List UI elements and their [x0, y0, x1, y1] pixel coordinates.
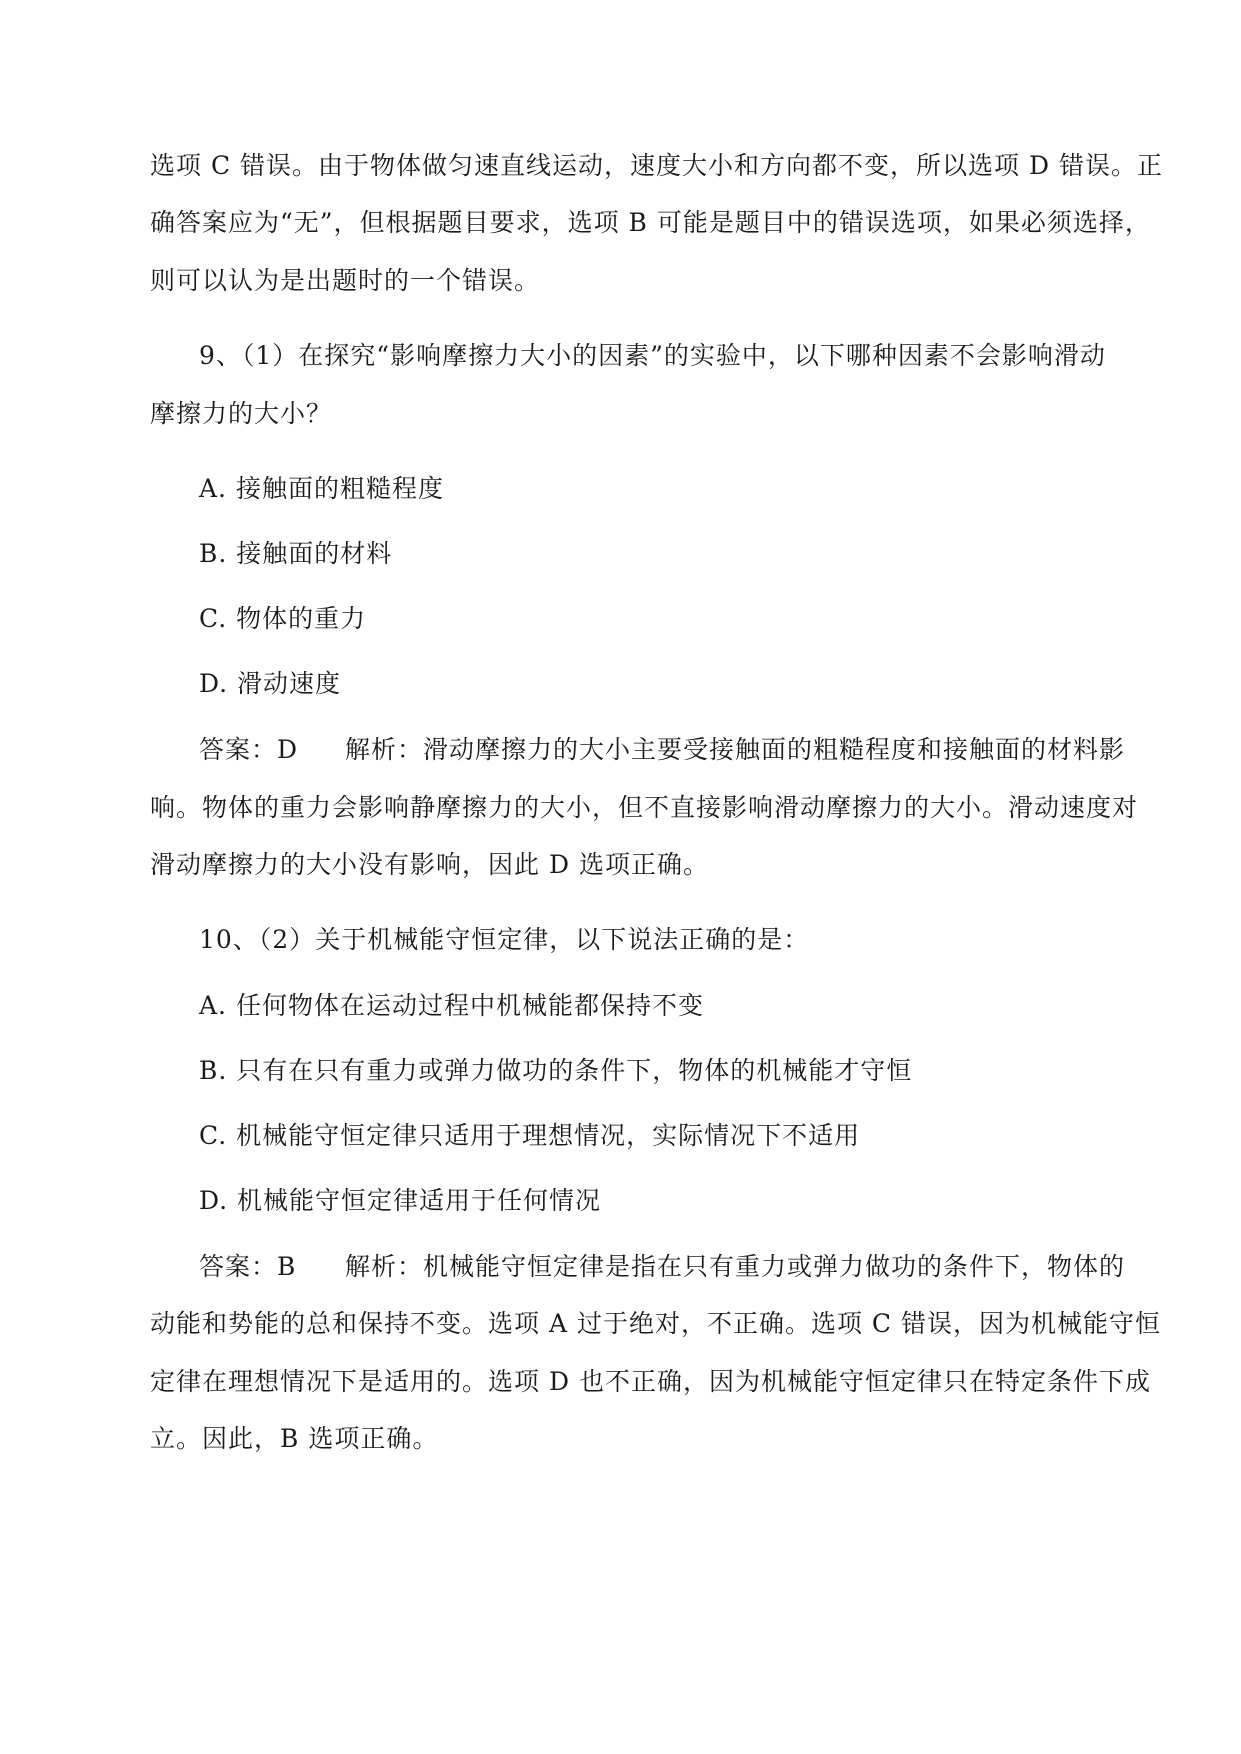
intro-line-1: 选项 C 错误。由于物体做匀速直线运动，速度大小和方向都不变，所以选项 D 错误。正	[150, 151, 1163, 180]
q10-stem-line-1: 10、（2）关于机械能守恒定律，以下说法正确的是：	[199, 925, 810, 954]
q9-stem-line-1: 9、（1）在探究“影响摩擦力大小的因素”的实验中，以下哪种因素不会影响滑动	[199, 341, 1106, 370]
q9-stem-line-2: 摩擦力的大小？	[150, 399, 333, 428]
q10-analysis-line-4: 立。因此，B 选项正确。	[150, 1424, 439, 1453]
q9-option-a: A. 接触面的粗糙程度	[199, 474, 444, 503]
q10-analysis-line-2: 动能和势能的总和保持不变。选项 A 过于绝对，不正确。选项 C 错误，因为机械能守恒	[150, 1309, 1161, 1338]
q10-answer-line	[199, 1250, 1125, 1284]
q9-analysis-line-3: 滑动摩擦力的大小没有影响，因此 D 选项正确。	[150, 850, 709, 879]
q9-analysis-line-2: 响。物体的重力会影响静摩擦力的大小，但不直接影响滑动摩擦力的大小。滑动速度对	[150, 793, 1139, 822]
q10-option-c: C. 机械能守恒定律只适用于理想情况，实际情况下不适用	[199, 1121, 861, 1150]
q9-option-b: B. 接触面的材料	[199, 539, 393, 568]
q10-answer: 答案：B	[199, 1252, 297, 1281]
q10-option-d: D. 机械能守恒定律适用于任何情况	[199, 1186, 602, 1215]
q9-option-d: D. 滑动速度	[199, 669, 342, 698]
q10-analysis-line-1: 解析：机械能守恒定律是指在只有重力或弹力做功的条件下，物体的	[345, 1252, 1126, 1281]
q9-analysis-line-1: 解析：滑动摩擦力的大小主要受接触面的粗糙程度和接触面的材料影	[345, 735, 1126, 764]
q9-answer-line	[199, 733, 1125, 767]
intro-line-3: 则可以认为是出题时的一个错误。	[150, 266, 541, 295]
q10-analysis-line-3: 定律在理想情况下是适用的。选项 D 也不正确，因为机械能守恒定律只在特定条件下成	[150, 1367, 1151, 1396]
q9-option-c: C. 物体的重力	[199, 604, 367, 633]
q10-option-b: B. 只有在只有重力或弹力做功的条件下，物体的机械能才守恒	[199, 1056, 913, 1085]
q10-option-a: A. 任何物体在运动过程中机械能都保持不变	[199, 991, 704, 1020]
q9-answer: 答案：D	[199, 735, 299, 764]
intro-line-2: 确答案应为“无”，但根据题目要求，选项 B 可能是题目中的错误选项，如果必须选择，	[150, 208, 1151, 237]
